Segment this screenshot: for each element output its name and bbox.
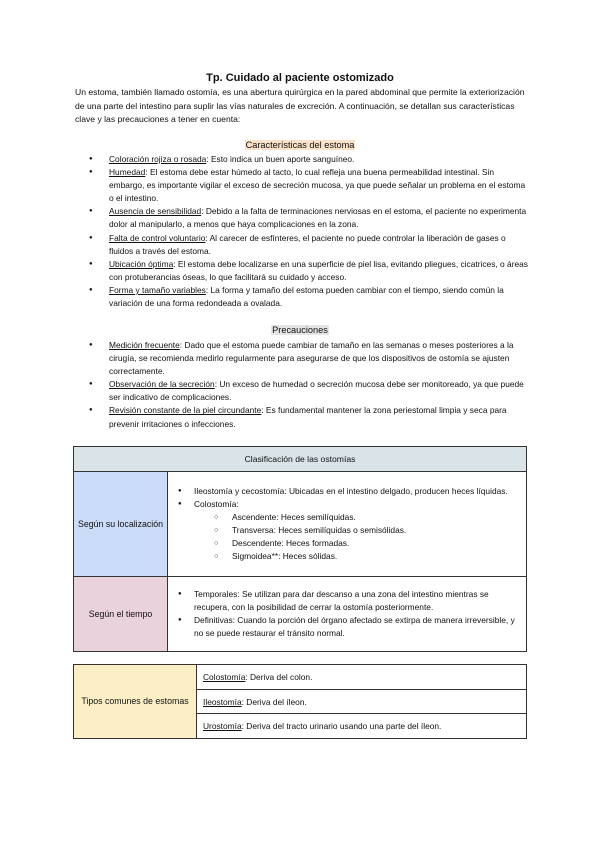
list-item: ● Definitivas: Cuando la porción del órgano afectado se extirpa de manera irreversible, y no se puede restaurar el tránsito normal.	[178, 614, 518, 640]
localizacion-label: Según su localización	[74, 472, 168, 577]
caracteristicas-list	[89, 153, 529, 310]
tipos-label: Tipos comunes de estomas	[74, 665, 197, 739]
item-text: : El estoma debe localizarse en una superficie de piel lisa, evitando pliegues, cicatrices, o áreas con protuberancias óseas, lo que facilitará su cuidado y acceso.	[109, 258, 528, 282]
clasificacion-header: Clasificación de las ostomías	[74, 447, 527, 472]
tipos-row	[197, 665, 527, 690]
item-term: Medición frecuente	[109, 340, 180, 350]
precauciones-heading-text: Precauciones	[272, 325, 328, 335]
colostomia-label: Colostomía:	[194, 499, 239, 509]
item-text: : Debido a la falta de terminaciones nerviosas en el estoma, el paciente no experimenta dolor al manipularlo, a menos que haya complicaciones en la zona.	[109, 206, 527, 230]
item-term: Forma y tamaño variables	[109, 284, 206, 295]
localizacion-content	[168, 472, 527, 577]
item-term: Observación de la secreción	[109, 379, 215, 390]
tiempo-label: Según el tiempo	[74, 577, 168, 652]
list-item	[89, 232, 529, 258]
tipos-table	[73, 664, 527, 739]
item-text: : Un exceso de humedad o secreción mucosa debe ser monitoreado, ya que puede ser indicativo de complicaciones.	[109, 379, 524, 403]
item-term: Ubicación óptima	[109, 258, 174, 269]
tipos-row	[197, 690, 527, 714]
item-term: Ausencia de sensibilidad	[109, 206, 202, 217]
item-term: Coloración rojiza o rosada	[109, 154, 207, 164]
tipo-text: : Deriva del tracto urinario usando una parte del íleon.	[241, 721, 442, 731]
item-text: : Esto indica un buen aporte sanguíneo.	[206, 154, 355, 164]
list-item	[89, 378, 529, 404]
list-item	[89, 258, 529, 284]
precauciones-list	[89, 339, 529, 431]
list-item	[178, 498, 518, 563]
section-heading-precauciones	[0, 325, 600, 335]
tipo-text: : Deriva del colon.	[245, 672, 313, 682]
caracteristicas-heading-text: Características del estoma	[245, 140, 355, 150]
list-item	[89, 284, 529, 310]
clasificacion-table	[73, 446, 527, 652]
item-text: : Es fundamental mantener la zona periestomal limpia y seca para prevenir irritaciones o infecciones.	[109, 405, 507, 429]
item-term: Humedad	[109, 167, 146, 178]
list-item	[89, 153, 529, 166]
list-item	[89, 404, 529, 430]
list-item: ● Ileostomía y cecostomía: Ubicadas en el intestino delgado, producen heces líquidas.	[178, 485, 518, 498]
tipo-term: Colostomía	[203, 672, 246, 682]
sub-list-item: ○ Transversa: Heces semilíquidas o semisólidas.	[194, 524, 518, 537]
tipo-term: Urostomía	[203, 721, 242, 731]
tipo-text: : Deriva del íleon.	[241, 696, 307, 707]
item-text: : Al carecer de esfínteres, el paciente no puede controlar la liberación de gases o fluidos a través del estoma.	[109, 232, 506, 256]
list-item: ● Temporales: Se utilizan para dar descanso a una zona del intestino mientras se recupera, con la posibilidad de cerrar la ostomía posteriormente.	[178, 588, 518, 614]
tiempo-content	[168, 577, 527, 652]
item-text: : La forma y tamaño del estoma pueden cambiar con el tiempo, siendo común la variación de una forma redondeada a ovalada.	[109, 284, 504, 309]
list-item	[89, 339, 529, 378]
tipo-term: Ileostomía	[203, 696, 242, 707]
list-item	[89, 166, 529, 205]
item-text: : Dado que el estoma puede cambiar de tamaño en las semanas o meses posteriores a la cirugía, se recomienda medirlo regularmente para asegurarse de que los dispositivos de ostomía se ajusten correctamente.	[109, 340, 514, 377]
sub-list-item: ○ Ascendente: Heces semilíquidas.	[194, 511, 518, 524]
document-title: Tp. Cuidado al paciente ostomizado	[206, 72, 394, 84]
sub-list-item: ○ Descendente: Heces formadas.	[194, 537, 518, 550]
tipos-row	[197, 714, 527, 739]
intro-paragraph: Un estoma, también llamado ostomía, es una abertura quirúrgica en la pared abdominal que permite la exteriorización de una parte del intestino para suplir las vías naturales de excreción. A continuación, se detallan sus características clave y las precauciones a tener en cuenta:	[75, 87, 525, 125]
list-item	[89, 205, 529, 231]
section-heading-caracteristicas	[0, 140, 600, 150]
sub-list-item: ○ Sigmoidea**: Heces sólidas.	[194, 550, 518, 563]
item-term: Revisión constante de la piel circundante	[109, 405, 262, 416]
item-term: Falta de control voluntario	[109, 232, 206, 243]
item-text: : El estoma debe estar húmedo al tacto, lo cual refleja una buena permeabilidad intestinal. Sin embargo, es importante vigilar el exceso de secreción mucosa, ya que puede señalar un problema en el estoma o el intestino.	[109, 167, 526, 204]
